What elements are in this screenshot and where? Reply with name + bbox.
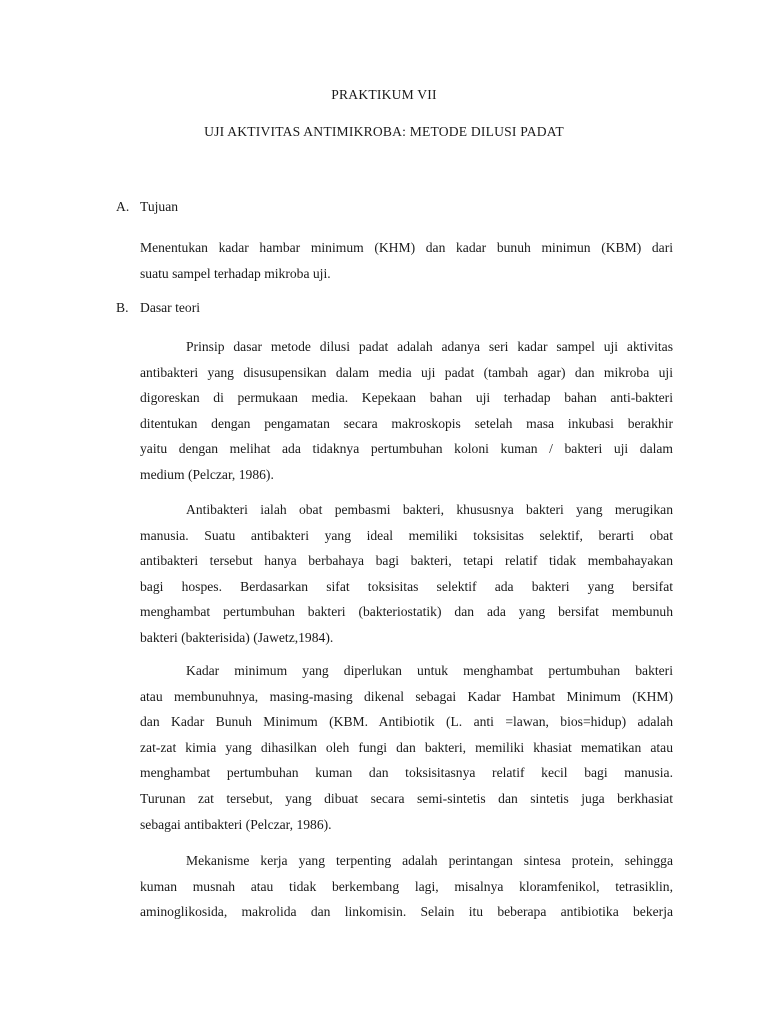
paragraph-line: menghambat pertumbuhan kuman dan toksisitasnya relatif kecil bagi manusia. <box>140 765 673 781</box>
paragraph-line: kuman musnah atau tidak berkembang lagi, misalnya kloramfenikol, tetrasiklin, <box>140 878 673 894</box>
section-a-title: Tujuan <box>140 199 179 214</box>
paragraph-line: medium (Pelczar, 1986). <box>140 466 274 482</box>
paragraph-line: bagi hospes. Berdasarkan sifat toksisitas selektif ada bakteri yang bersifat <box>140 578 673 594</box>
paragraph-line: menghambat pertumbuhan bakteri (bakteriostatik) dan ada yang bersifat membunuh <box>140 604 673 620</box>
paragraph-line: digoreskan di permukaan media. Kepekaan bahan uji terhadap bahan anti-bakteri <box>140 390 673 406</box>
paragraph-line: antibakteri yang disusupensikan dalam media uji padat (tambah agar) dan mikroba uji <box>140 364 673 380</box>
paragraph-line: sebagai antibakteri (Pelczar, 1986). <box>140 816 332 832</box>
paragraph-line: Mekanisme kerja yang terpenting adalah perintangan sintesa protein, sehingga <box>186 853 673 868</box>
paragraph-line: Antibakteri ialah obat pembasmi bakteri, khususnya bakteri yang merugikan <box>186 502 673 517</box>
document-subtitle: UJI AKTIVITAS ANTIMIKROBA: METODE DILUSI PADAT <box>204 124 564 139</box>
paragraph-line: yaitu dengan melihat ada tidaknya pertumbuhan koloni kuman / bakteri uji dalam <box>140 441 673 457</box>
paragraph-line: bakteri (bakterisida) (Jawetz,1984). <box>140 629 334 645</box>
document-title: PRAKTIKUM VII <box>331 87 437 102</box>
paragraph-line: Kadar minimum yang diperlukan untuk menghambat pertumbuhan bakteri <box>186 663 673 678</box>
paragraph-line: aminoglikosida, makrolida dan linkomisin. Selain itu beberapa antibiotika bekerja <box>140 904 673 920</box>
paragraph-line: manusia. Suatu antibakteri yang ideal memiliki toksisitas selektif, berarti obat <box>140 527 673 543</box>
paragraph-line: zat-zat kimia yang dihasilkan oleh fungi dan bakteri, memiliki khasiat mematikan atau <box>140 739 673 755</box>
paragraph-line: Menentukan kadar hambar minimum (KHM) dan kadar bunuh minimun (KBM) dari <box>140 240 673 255</box>
paragraph-line: Turunan zat tersebut, yang dibuat secara semi-sintetis dan sintetis juga berkhasiat <box>140 790 673 806</box>
dasar-teori-paragraph-2 <box>140 497 673 651</box>
paragraph-line: antibakteri tersebut hanya berbahaya bagi bakteri, tetapi relatif tidak membahayakan <box>140 553 673 569</box>
dasar-teori-paragraph-4 <box>140 848 673 925</box>
section-a-heading <box>116 199 178 215</box>
dasar-teori-paragraph-1 <box>140 334 673 488</box>
paragraph-line: suatu sampel terhadap mikroba uji. <box>140 265 331 281</box>
paragraph-line: atau membunuhnya, masing-masing dikenal sebagai Kadar Hambat Minimum (KHM) <box>140 688 673 704</box>
paragraph-line: ditentukan dengan pengamatan secara makroskopis setelah masa inkubasi berakhir <box>140 415 673 431</box>
dasar-teori-paragraph-3 <box>140 658 673 837</box>
section-b-marker: B. <box>116 300 129 315</box>
section-a-marker: A. <box>116 199 130 214</box>
paragraph-line: Prinsip dasar metode dilusi padat adalah adanya seri kadar sampel uji aktivitas <box>186 339 673 354</box>
section-b-title: Dasar teori <box>140 300 201 315</box>
section-b-heading <box>116 300 200 316</box>
tujuan-paragraph <box>140 235 673 286</box>
paragraph-line: dan Kadar Bunuh Minimum (KBM. Antibiotik (L. anti =lawan, bios=hidup) adalah <box>140 714 673 730</box>
